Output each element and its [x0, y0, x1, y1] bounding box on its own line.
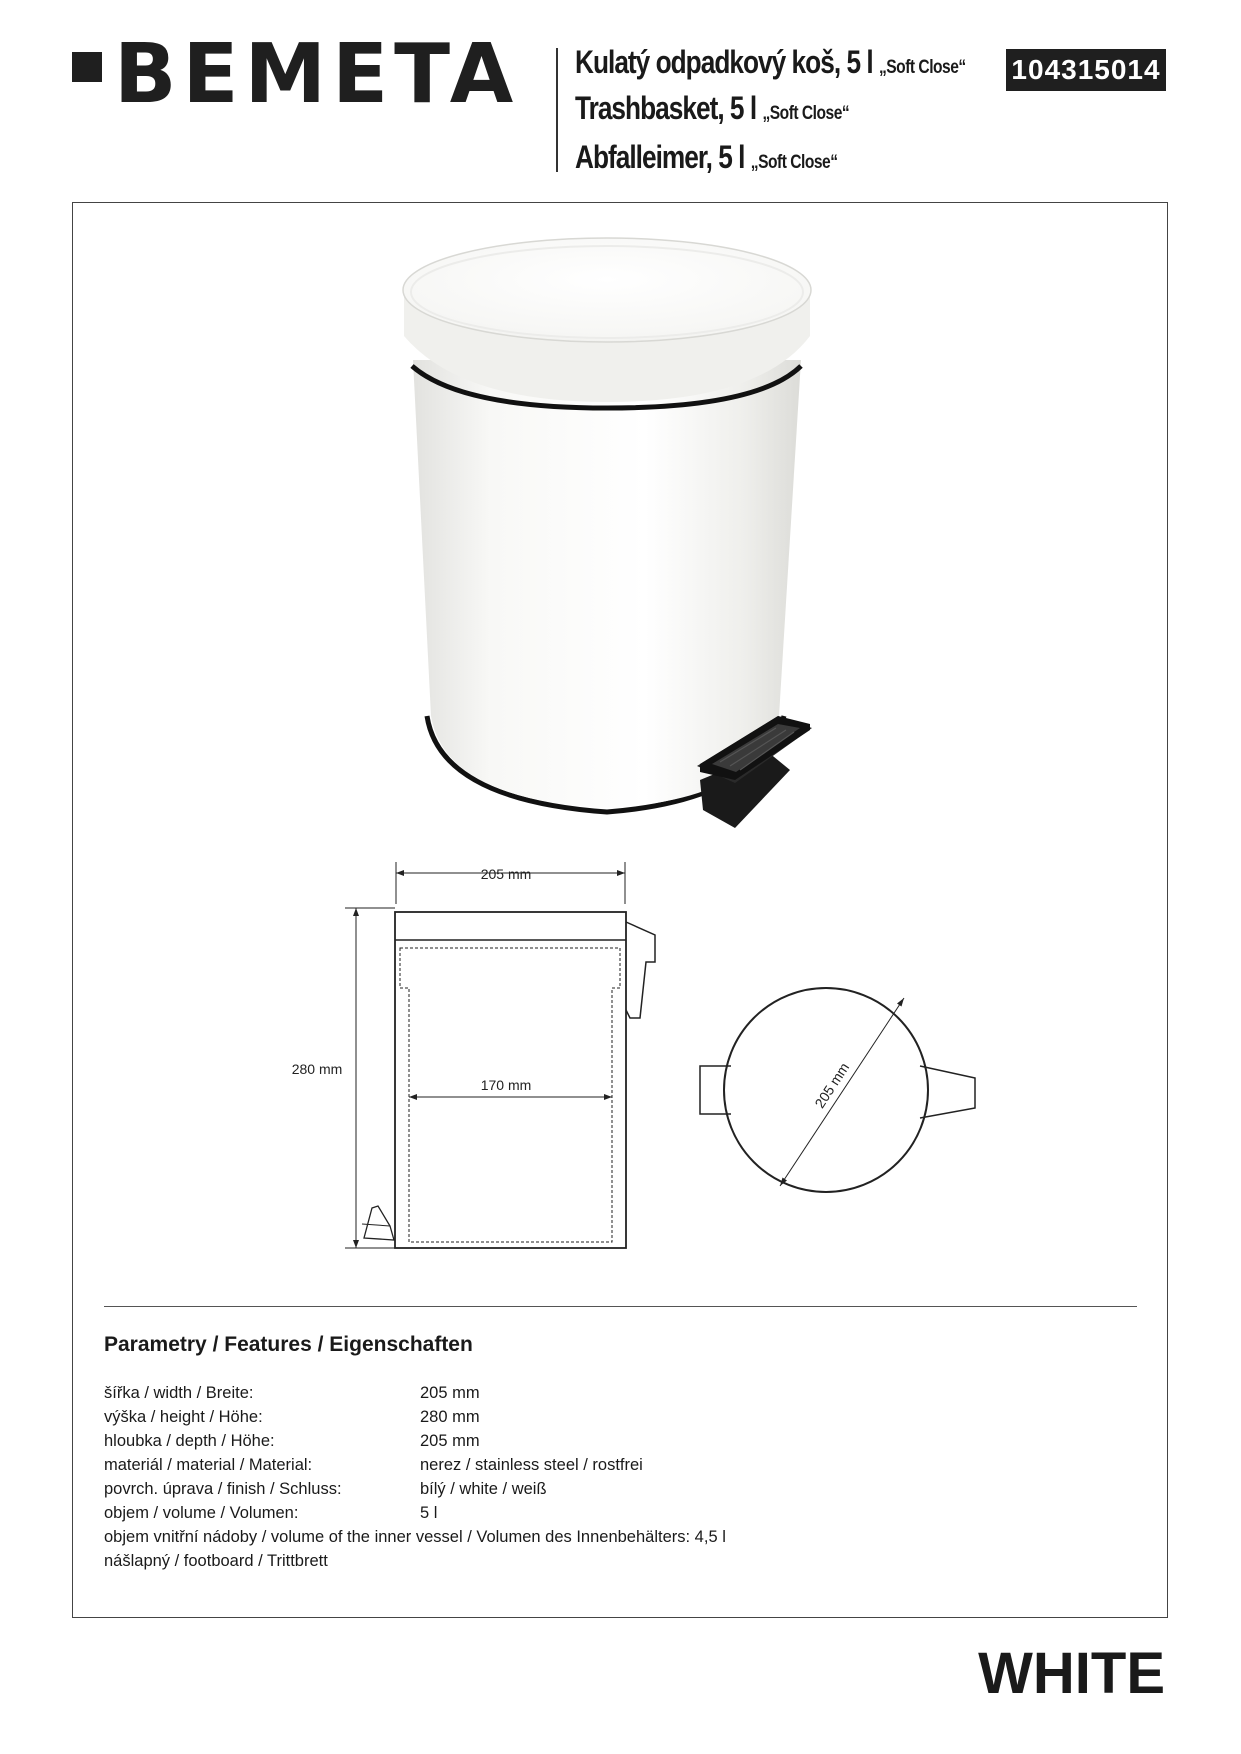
- spec-value: 205 mm: [420, 1384, 480, 1402]
- title-main: Kulatý odpadkový koš, 5 l: [575, 44, 879, 80]
- spec-label: hloubka / depth / Höhe:: [104, 1432, 275, 1450]
- title-suffix: „Soft Close“: [750, 152, 838, 173]
- features-heading: Parametry / Features / Eigenschaften: [104, 1333, 473, 1356]
- spec-label: objem vnitřní nádoby / volume of the inner vessel / Volumen des Innenbehälters: 4,5 l: [104, 1528, 726, 1546]
- product-code-badge: 104315014: [1006, 49, 1166, 91]
- inner-width-dimension-label: 170 mm: [480, 1077, 532, 1093]
- diameter-dimension-label: 205 mm: [811, 1059, 853, 1111]
- spec-label: výška / height / Höhe:: [104, 1408, 263, 1426]
- color-variant-label: WHITE: [978, 1641, 1165, 1706]
- spec-value: 280 mm: [420, 1408, 480, 1426]
- section-divider: [104, 1306, 1137, 1307]
- spec-label: materiál / material / Material:: [104, 1456, 313, 1474]
- spec-label: povrch. úprava / finish / Schluss:: [104, 1480, 342, 1498]
- spec-value: bílý / white / weiß: [420, 1480, 547, 1498]
- trash-bin-render: [403, 238, 812, 828]
- spec-label: šířka / width / Breite:: [104, 1384, 254, 1402]
- logo-text: BEMETA: [114, 27, 520, 122]
- title-suffix: „Soft Close“: [762, 103, 850, 124]
- title-suffix: „Soft Close“: [878, 57, 966, 78]
- height-dimension-label: 280 mm: [291, 1061, 343, 1077]
- spec-label: nášlapný / footboard / Trittbrett: [104, 1552, 328, 1570]
- spec-value: 5 l: [420, 1504, 438, 1522]
- spec-label: objem / volume / Volumen:: [104, 1504, 299, 1522]
- title-main: Abfalleimer, 5 l: [575, 139, 751, 175]
- spec-value: nerez / stainless steel / rostfrei: [420, 1456, 643, 1474]
- front-elevation: [345, 862, 655, 1248]
- spec-value: 205 mm: [420, 1432, 480, 1450]
- width-dimension-label: 205 mm: [480, 866, 532, 882]
- title-main: Trashbasket, 5 l: [575, 90, 763, 126]
